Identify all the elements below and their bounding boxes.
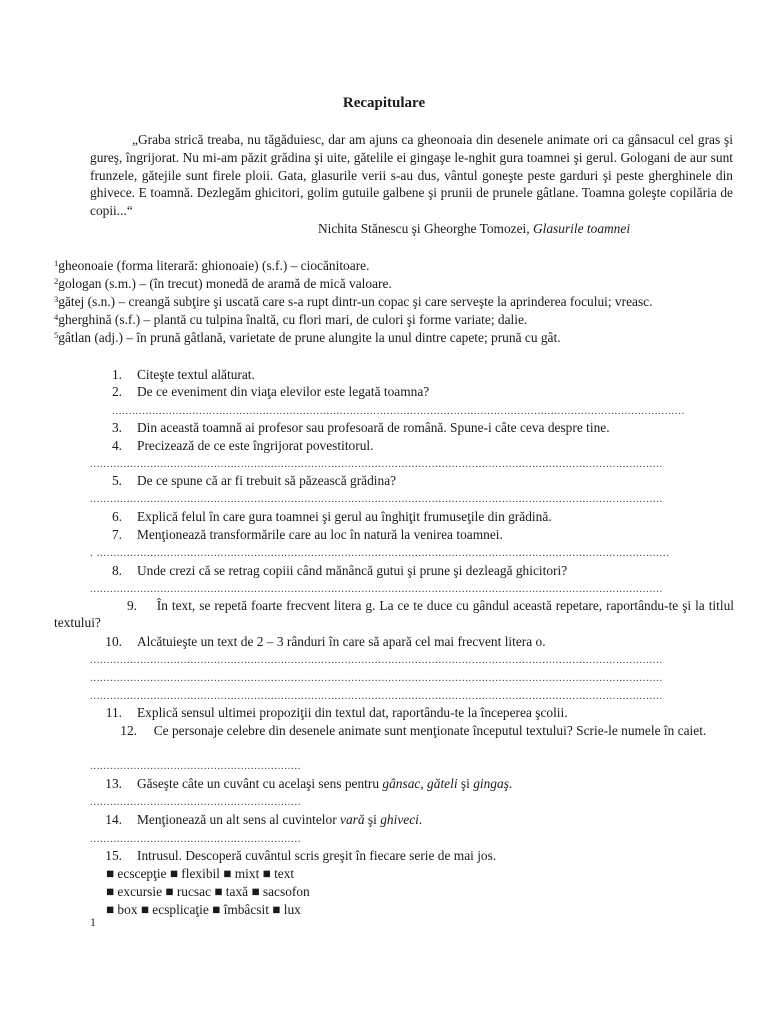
answer-line[interactable]: ............................................................... [90, 760, 302, 772]
word-series-3: ■ box ■ ecsplicaţie ■ îmbâcsit ■ lux [106, 902, 301, 917]
question-9: 9. În text, se repetă foarte frecvent litera g. La ce te duce cu gândul această repetare, raportându-te şi la titlul textului? [54, 598, 734, 630]
answer-line[interactable]: ........................................................................................................................................................................... [90, 493, 663, 505]
answer-line[interactable]: ........................................................................................................................................................................... [112, 405, 685, 417]
page-title: Recapitulare [342, 95, 426, 111]
footnote-3: $^3$gătej (s.n.) – creangă subţire şi uscată care s-a rupt dintr-un copac şi care serveşte la aprinderea focului; vreasc. [54, 294, 653, 309]
answer-line[interactable]: ............................................................... [90, 833, 302, 845]
footnote-1: $^1$gheonoaie (forma literară: ghionoaie) (s.f.) – ciocănitoare. [54, 258, 370, 273]
answer-line[interactable]: ........................................................................................................................................................................... [90, 690, 663, 702]
word-series-2: ■ excursie ■ rucsac ■ taxă ■ sacsofon [106, 884, 310, 899]
answer-line[interactable]: ........................................................................................................................................................................... [90, 458, 663, 470]
answer-line[interactable]: ............................................................... [90, 796, 302, 808]
answer-line[interactable]: ........................................................................................................................................................................... [90, 672, 663, 684]
word-series-1: ■ ecscepţie ■ flexibil ■ mixt ■ text [106, 866, 295, 881]
answer-line[interactable]: ........................................................................................................................................................................... [90, 583, 663, 595]
document-page: Recapitulare „Graba strică treaba, nu tăgăduiesc, dar am ajuns ca gheonoaia din desenele animate ori ca gânsacul cel gras şi gureş, îngrijorat. Nu mi-am păzit grădina şi uite, gătelile ei gingaşe le-nghit gura toamnei şi gerul. Gologani de aur sunt frunzele, gătejile sunt firele ploii. Gata, glasurile verii s-au dus, vântul goneşte peste garduri şi peste gherghinele din ghivece. E toamnă. Dezlegăm ghicitori, golim gutuile galbene şi prunii de prunele gâtlane. Toamna goleşte copilăria de copii...“ Nichita Stănescu şi Gheorghe Tomozei, Glasurile toamnei $^1$gheonoaie (forma literară: ghionoaie) (s.f.) – ciocănitoare. $^2$gologan (s.m.) – (în trecut) monedă de aramă de mică valoare. $^3$gătej (s.n.) – creangă subţire şi uscată care s-a rupt dintr-un copac şi care serveşte la aprinderea focului; vreasc. $^4$gherghină (s.f.) – plantă cu tulpina înaltă, cu flori mari, de culori şi forme variate; dalie. $^5$gâtlan (adj.) – în prună gâtlană, varietate de prune alungite la unul dintre capete; prună cu gât. 1. Citeşte textul alăturat. 2. De ce eveniment din viaţa elevilor este legată toamna? ........................................................................................................................................................................... 3. Din această toamnă ai profesor sau profesoară de română. Spune-i câte ceva despre tine. 4. Precizează de ce este îngrijorat povestitorul. ........................................................................................................................................................................... 5. De ce spune că ar fi trebuit să păzească grădina? ........................................................................................................................................................................... 6. Explică felul în care gura toamnei şi gerul au înghiţit frumuseţile din grădină. 7. Menţionează transformările care au loc în natură la venirea toamnei. . ........................................................................................................................................................................... 8. Unde crezi că se retrag copiii când mănâncă gutui şi prune şi dezleagă ghicitori? ........................................................................................................................................................................... 9. În text, se repetă foarte frecvent litera g. La ce te duce cu gândul această repetare, raportându-te şi la titlul textului? 10. Alcătuieşte un text de 2 – 3 rânduri în care să apară cel mai frecvent litera o. ........................................................................................................................................................................... ........................................................................................................................................................................... ........................................................................................................................................................................... 11. Explică sensul ultimei propoziţii din textul dat, raportându-te la începerea şcolii. 12. Ce personaje celebre din desenele animate sunt menţionate începutul textului? Scrie-le numele în caiet. ............................................................... 13. Găseşte câte un cuvânt cu acelaşi sens pentru gânsac, găteli şi gingaş. ............................................................... 14. Menţionează un alt sens al cuvintelor vară şi ghiveci. ............................................................... 15. Intrusul. Descoperă cuvântul scris greşit în fiecare serie de mai jos. ■ ecscepţie ■ flexibil ■ mixt ■ text ■ excursie ■ rucsac ■ taxă ■ sacsofon ■ box ■ ecsplicaţie ■ îmbâcsit ■ lux 1 [0, 0, 768, 1024]
answer-line[interactable]: ........................................................................................................................................................................... [90, 654, 663, 666]
quote-paragraph: „Graba strică treaba, nu tăgăduiesc, dar am ajuns ca gheonoaia din desenele animate ori ca gânsacul cel gras şi gureş, îngrijorat. Nu mi-am păzit grădina şi uite, gătelile ei gingaşe le-nghit gura toamnei şi gerul. Gologani de aur sunt frunzele, gătejile sunt firele ploii. Gata, glasurile verii s-au dus, vântul goneşte peste garduri şi peste gherghinele din ghivece. E toamnă. Dezlegăm ghicitori, golim gutuile galbene şi prunii de prunele gâtlane. Toamna goleşte copilăria de copii...“ [90, 132, 733, 219]
answer-line[interactable]: . ........................................................................................................................................................................... [90, 547, 670, 559]
footnote-4: $^4$gherghină (s.f.) – plantă cu tulpina înaltă, cu flori mari, de culori şi forme variate; dalie. [54, 312, 528, 327]
footnote-5: $^5$gâtlan (adj.) – în prună gâtlană, varietate de prune alungite la unul dintre capete; prună cu gât. [54, 330, 561, 345]
question-12: 12. Ce personaje celebre din desenele animate sunt menţionate începutul textului? Scrie-le numele în caiet. [120, 723, 707, 738]
page-number: 1 [90, 915, 96, 929]
quote-author: Nichita Stănescu şi Gheorghe Tomozei, Glasurile toamnei [317, 221, 631, 236]
footnote-2: $^2$gologan (s.m.) – (în trecut) monedă de aramă de mică valoare. [54, 276, 392, 291]
